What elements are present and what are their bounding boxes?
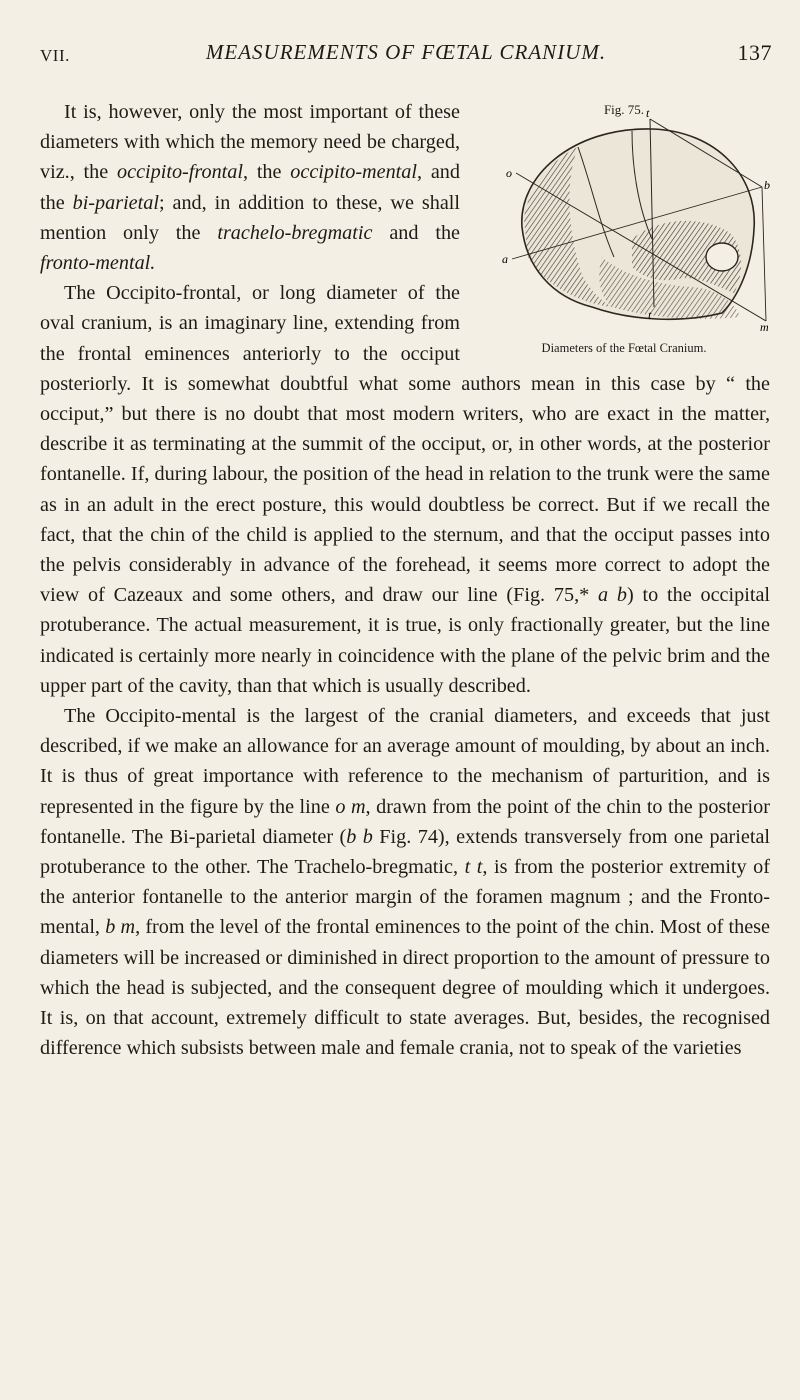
skull-diagram bbox=[482, 107, 772, 333]
page-header bbox=[40, 40, 772, 80]
p1-text-3: , and the bbox=[40, 161, 460, 214]
letter-t-top: t bbox=[646, 107, 650, 120]
figure-label: Fig. 75. bbox=[603, 102, 645, 117]
running-title: MEASUREMENTS OF FŒTAL CRANIUM. bbox=[205, 40, 607, 64]
p3-text-4: , is from the posterior extremity of the anterior fontanelle to the anterior margin of the foramen magnum ; and the Fronto-mental, bbox=[40, 856, 770, 939]
letter-b: b bbox=[764, 178, 770, 192]
figure-caption: Diameters of the Fœtal Cranium. bbox=[541, 341, 707, 355]
p2-letters-a-b: a b bbox=[598, 584, 628, 607]
term-trachelo-bregmatic: trachelo-bregmatic bbox=[217, 221, 373, 244]
paragraph-3 bbox=[40, 701, 770, 1063]
letter-t-bottom: t bbox=[648, 308, 652, 322]
letter-o: o bbox=[506, 166, 512, 180]
p3-text-3: Fig. 74), extends transversely from one parietal protuberance to the other. The Trachelo-bregmatic, bbox=[40, 825, 771, 879]
page-number: 137 bbox=[737, 40, 772, 65]
body-text bbox=[40, 97, 770, 1064]
term-occipito-frontal: occipito-frontal bbox=[117, 161, 243, 184]
figure-75 bbox=[474, 93, 774, 355]
p1-text-2: , the bbox=[242, 161, 291, 184]
letter-a: a bbox=[502, 252, 508, 266]
p3-letters-o-m: o m bbox=[335, 795, 366, 818]
p3-letters-t-t: t t bbox=[464, 856, 483, 879]
term-fronto-mental: fronto-mental. bbox=[40, 252, 156, 275]
diameter-b-m bbox=[762, 187, 766, 321]
chapter-number: VII. bbox=[40, 46, 70, 65]
p3-letters-b-b: b b bbox=[346, 825, 373, 848]
p1-text-1: It is, however, only the most important of these diameters with which the memory need be charged, viz., the bbox=[40, 101, 460, 184]
term-occipito-mental: occipito-mental bbox=[290, 161, 417, 184]
p1-text-5: and the bbox=[372, 221, 461, 244]
orbit bbox=[706, 243, 738, 271]
letter-m: m bbox=[760, 320, 769, 333]
p3-letters-b-m: b m bbox=[105, 916, 136, 939]
p2-text-2: ) to the occipital protuberance. The actual measurement, it is true, is only fractionally greater, but the line indicated is certainly more nearly in coincidence with the plane of the pelvic brim and the upper part of the cavity, than that which is usually described. bbox=[40, 584, 771, 697]
term-bi-parietal: bi-parietal bbox=[72, 191, 159, 214]
p1-text-4: ; and, in addition to these, we shall mention only the bbox=[40, 191, 460, 244]
p3-text-2: , drawn from the point of the chin to the posterior fontanelle. The Bi-parietal diameter ( bbox=[40, 795, 770, 848]
p3-text-1: The Occipito-mental is the largest of the cranial diameters, and exceeds that just described, if we make an allowance for an average amount of moulding, by about an inch. It is thus of great importance with reference to the mechanism of parturition, and is represented in the figure by the line bbox=[40, 705, 770, 818]
p3-text-5: , from the level of the frontal eminences to the point of the chin. Most of these diameters will be increased or diminished in direct proportion to the amount of pressure to which the head is subjected, and the consequent degree of moulding which it undergoes. It is, on that account, extremely difficult to state averages. But, besides, the recognised difference which subsists between male and female crania, not to speak of the varieties bbox=[40, 916, 770, 1060]
p2-text-1: The Occipito-frontal, or long diameter of the oval cranium, is an imaginary line, extending from the frontal eminences anteriorly to the occiput posteriorly. It is somewhat doubtful what some authors mean in this case by “ the occiput,” but there is no doubt that most modern writers, who are exact in the matter, describe it as terminating at the summit of the occiput, or, in other words, at the posterior fontanelle. If, during labour, the position of the head in relation to the trunk were the same as in an adult in the erect posture, this would doubtless be correct. But if we recall the fact, that the chin of the child is applied to the sternum, and that the occiput passes into the pelvis considerably in advance of the forehead, it seems more correct to adopt the view of Cazeaux and some others, and draw our line (Fig. 75,* bbox=[40, 282, 770, 607]
